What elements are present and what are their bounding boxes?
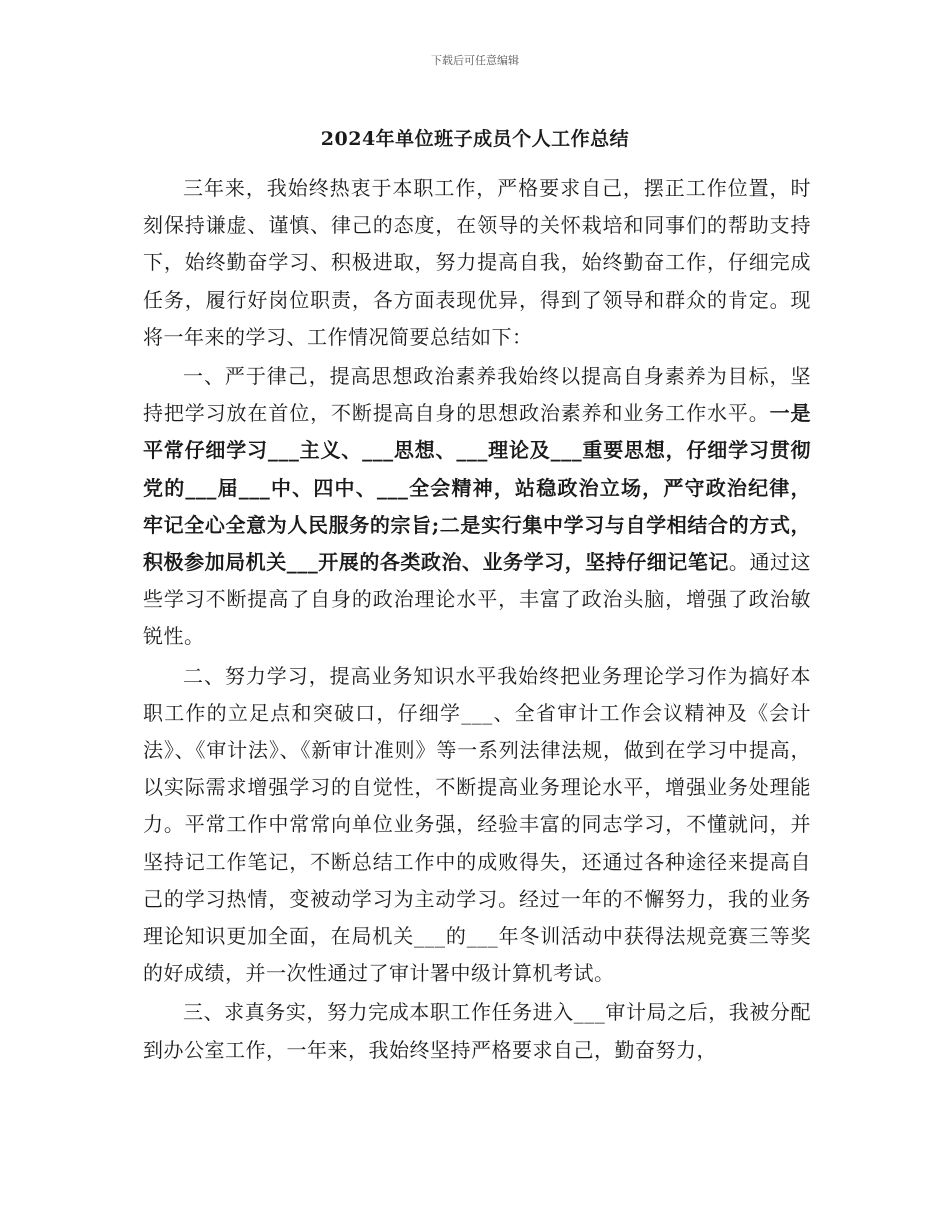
paragraph-section-two: 二、努力学习，提高业务知识水平我始终把业务理论学习作为搞好本职工作的立足点和突破口，仔细学___、全省审计工作会议精神及《会计法》、《审计法》、《新审计准则》等一系列法律法规，做到在学习中提高，以实际需求增强学习的自觉性，不断提高业务理论水平，增强业务处理能力。平常工作中常常向单位业务强，经验丰富的同志学习，不懂就问，并坚持记工作笔记，不断总结工作中的成败得失，还通过各种途径来提高自己的学习热情，变被动学习为主动学习。经过一年的不懈努力，我的业务理论知识更加全面，在局机关___的___年冬训活动中获得法规竞赛三等奖的好成绩，并一次性通过了审计署中级计算机考试。	[143, 663, 811, 986]
paragraph-intro: 三年来，我始终热衷于本职工作，严格要求自己，摆正工作位置，时刻保持谦虚、谨慎、律己的态度，在领导的关怀栽培和同事们的帮助支持下，始终勤奋学习、积极进取，努力提高自我，始终勤奋工作，仔细完成任务，履行好岗位职责，各方面表现优异，得到了领导和群众的肯定。现将一年来的学习、工作情况简要总结如下：	[143, 176, 811, 349]
paragraph-section-three: 三、求真务实，努力完成本职工作任务进入___审计局之后，我被分配到办公室工作，一年来，我始终坚持严格要求自己，勤奋努力，	[143, 1000, 811, 1062]
section-one-closing-text: 。通过这些学习不断提高了自身的政治理论水平，丰富了政治头脑，增强了政治敏锐性。	[143, 550, 812, 649]
page-header-note: 下载后可任意编辑	[431, 54, 519, 67]
paragraph-section-one	[143, 358, 811, 656]
section-one-lead-text: 一、严于律己，提高思想政治素养我始终以提高自身素养为目标，坚持把学习放在首位，不断提高自身的思想政治素养和业务工作水平。	[143, 364, 811, 426]
document-title: 2024年单位班子成员个人工作总结	[320, 128, 630, 150]
section-one-bold-text: 一是平常仔细学习___主义、___思想、___理论及___重要思想，仔细学习贯彻党的___届___中、四中、___全会精神，站稳政治立场，严守政治纪律，牢记全心全意为人民服务的宗旨;二是实行集中学习与自学相结合的方式，积极参加局机关___开展的各类政治、业务学习，坚持仔细记笔记	[143, 401, 812, 575]
document-body	[143, 170, 811, 1069]
